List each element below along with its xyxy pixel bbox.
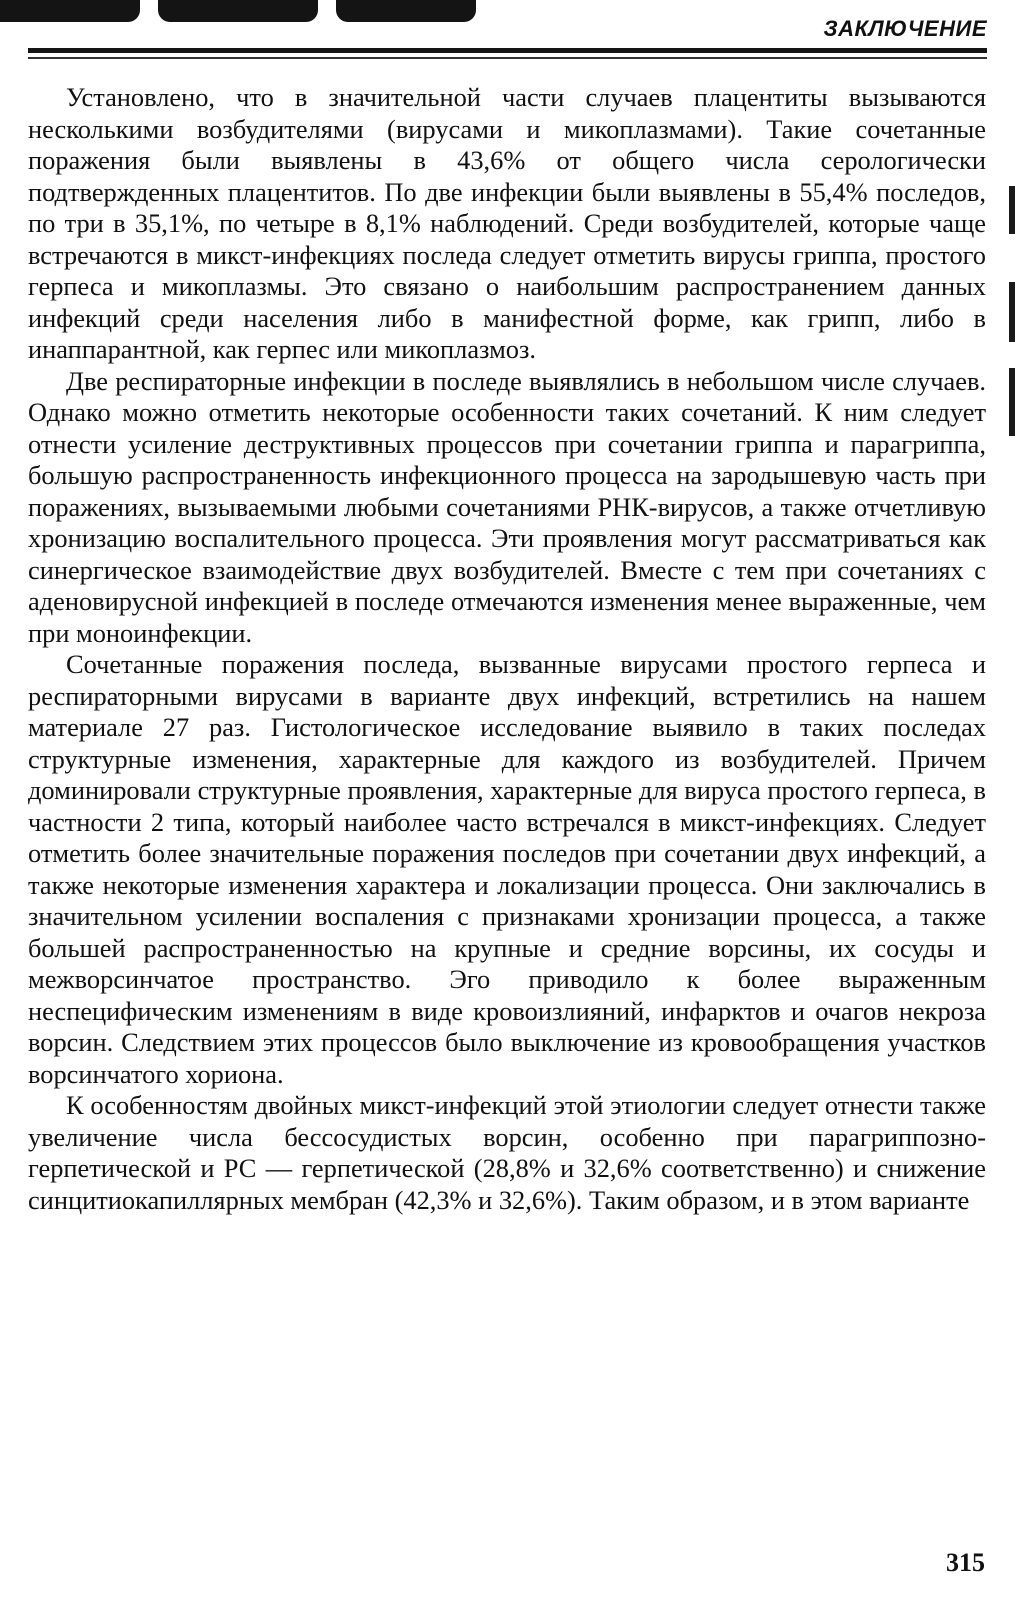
margin-mark: [1009, 282, 1015, 342]
paragraph: Сочетанные поражения последа, вызванные вирусами простого герпеса и респираторными вирусами в варианте двух инфекций, встретились на нашем материале 27 раз. Гистологическое исследование выявило в таких последах структурные изменения, характерные для каждого из возбудителей. Причем доминировали структурные проявления, характерные для вируса простого герпеса, в частности 2 типа, который наиболее часто встречался в микст-инфекциях. Следует отметить более значительные поражения последов при сочетании двух инфекций, а также некоторые изменения характера и локализации процесса. Они заключались в значительном усилении воспаления с признаками хронизации процесса, а также большей распространенностью на крупные и средние ворсины, их сосуды и межворсинчатое пространство. Эго приводило к более выраженным неспецифическим изменениям в виде кровоизлияний, инфарктов и очагов некроза ворсин. Следствием этих процессов было выключение из кровообращения участков ворсинчатого хориона.: [28, 649, 986, 1089]
paragraph: Две респираторные инфекции в последе выявлялись в небольшом числе случаев. Однако можно отметить некоторые особенности таких сочетаний. К ним следует отнести усиление деструктивных процессов при сочетании гриппа и парагриппа, большую распространенность инфекционного процесса на зародышевую часть при поражениях, вызываемыми любыми сочетаниями РНК-вирусов, а также отчетливую хронизацию воспалительного процесса. Эти проявления могут рассматриваться как синергическое взаимодействие двух возбудителей. Вместе с тем при сочетаниях с аденовирусной инфекцией в последе отмечаются изменения менее выраженные, чем при моноинфекции.: [28, 365, 986, 648]
running-title: ЗАКЛЮЧЕНИЕ: [823, 16, 987, 41]
header-decoration: [0, 0, 480, 22]
paragraph: К особенностям двойных микст-инфекций этой этиологии следует отнести также увеличение числа бессосудистых ворсин, особенно при парагриппозно-герпетической и РС — герпетической (28,8% и 32,6% соответственно) и снижение синцитиокапиллярных мембран (42,3% и 32,6%). Таким образом, и в этом варианте: [28, 1090, 986, 1215]
header-block: [158, 0, 318, 22]
header-rule-thin: [28, 57, 987, 59]
margin-mark: [1009, 368, 1015, 436]
header-block: [336, 0, 476, 22]
page-body: [28, 82, 986, 1216]
header-rule: [28, 48, 987, 53]
margin-mark: [1009, 186, 1015, 234]
header-block: [0, 0, 140, 22]
page-number: 315: [946, 1548, 985, 1577]
paragraph: Установлено, что в значительной части случаев плацентиты вызываются несколькими возбудителями (вирусами и микоплазмами). Такие сочетанные поражения были выявлены в 43,6% от общего числа серологически подтвержденных плацентитов. По две инфекции были выявлены в 55,4% последов, по три в 35,1%, по четыре в 8,1% наблюдений. Среди возбудителей, которые чаще встречаются в микст-инфекциях последа следует отметить вирусы гриппа, простого герпеса и микоплазмы. Это связано о наибольшим распространением данных инфекций среди населения либо в манифестной форме, как грипп, либо в инаппарантной, как герпес или микоплазмоз.: [28, 82, 986, 364]
